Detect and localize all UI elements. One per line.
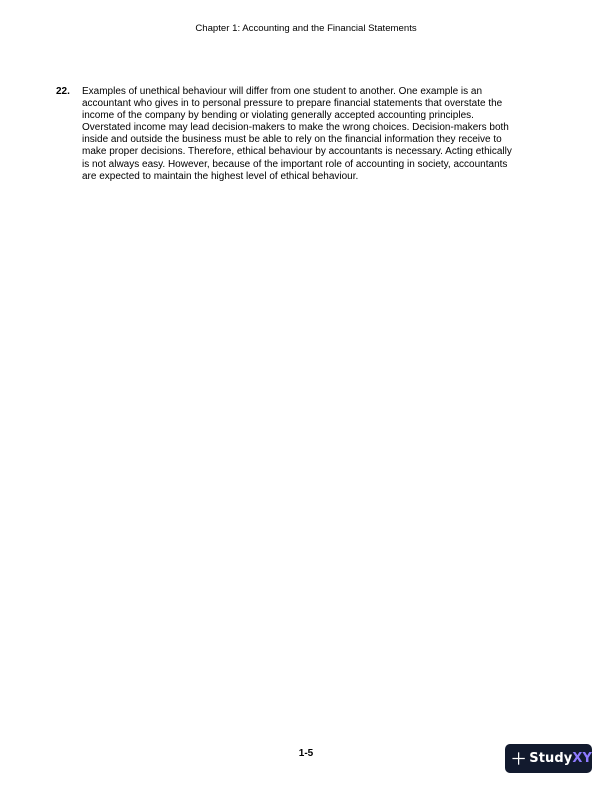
studyxy-logo-badge[interactable] bbox=[505, 744, 592, 773]
page-number: 1-5 bbox=[298, 748, 314, 759]
answer-line: make proper decisions. Therefore, ethical behaviour by accountants is necessary. Acting ethically bbox=[82, 146, 512, 158]
plus-icon bbox=[512, 751, 525, 766]
question-number: 22. bbox=[56, 86, 70, 97]
answer-line: are expected to maintain the highest level of ethical behaviour. bbox=[82, 170, 359, 182]
page-header: Chapter 1: Accounting and the Financial Statements bbox=[195, 23, 417, 34]
brand-name bbox=[529, 752, 592, 766]
answer-line: Examples of unethical behaviour will differ from one student to another. One example is an bbox=[82, 86, 483, 97]
question-answer-text bbox=[82, 86, 556, 183]
answer-line: Overstated income may lead decision-makers to make the wrong choices. Decision-makers both bbox=[82, 122, 509, 134]
brand-name-xy: XY bbox=[572, 750, 592, 766]
answer-line: accountant who gives in to personal pressure to prepare financial statements that overstate the bbox=[82, 98, 503, 110]
answer-line: income of the company by bending or violating generally accepted accounting principles. bbox=[82, 110, 474, 122]
answer-line: inside and outside the business must be able to rely on the financial information they receive to bbox=[82, 134, 502, 146]
brand-name-study: Study bbox=[529, 750, 573, 766]
answer-line: is not always easy. However, because of the important role of accounting in society, accountants bbox=[82, 158, 508, 170]
question-22 bbox=[56, 86, 556, 183]
